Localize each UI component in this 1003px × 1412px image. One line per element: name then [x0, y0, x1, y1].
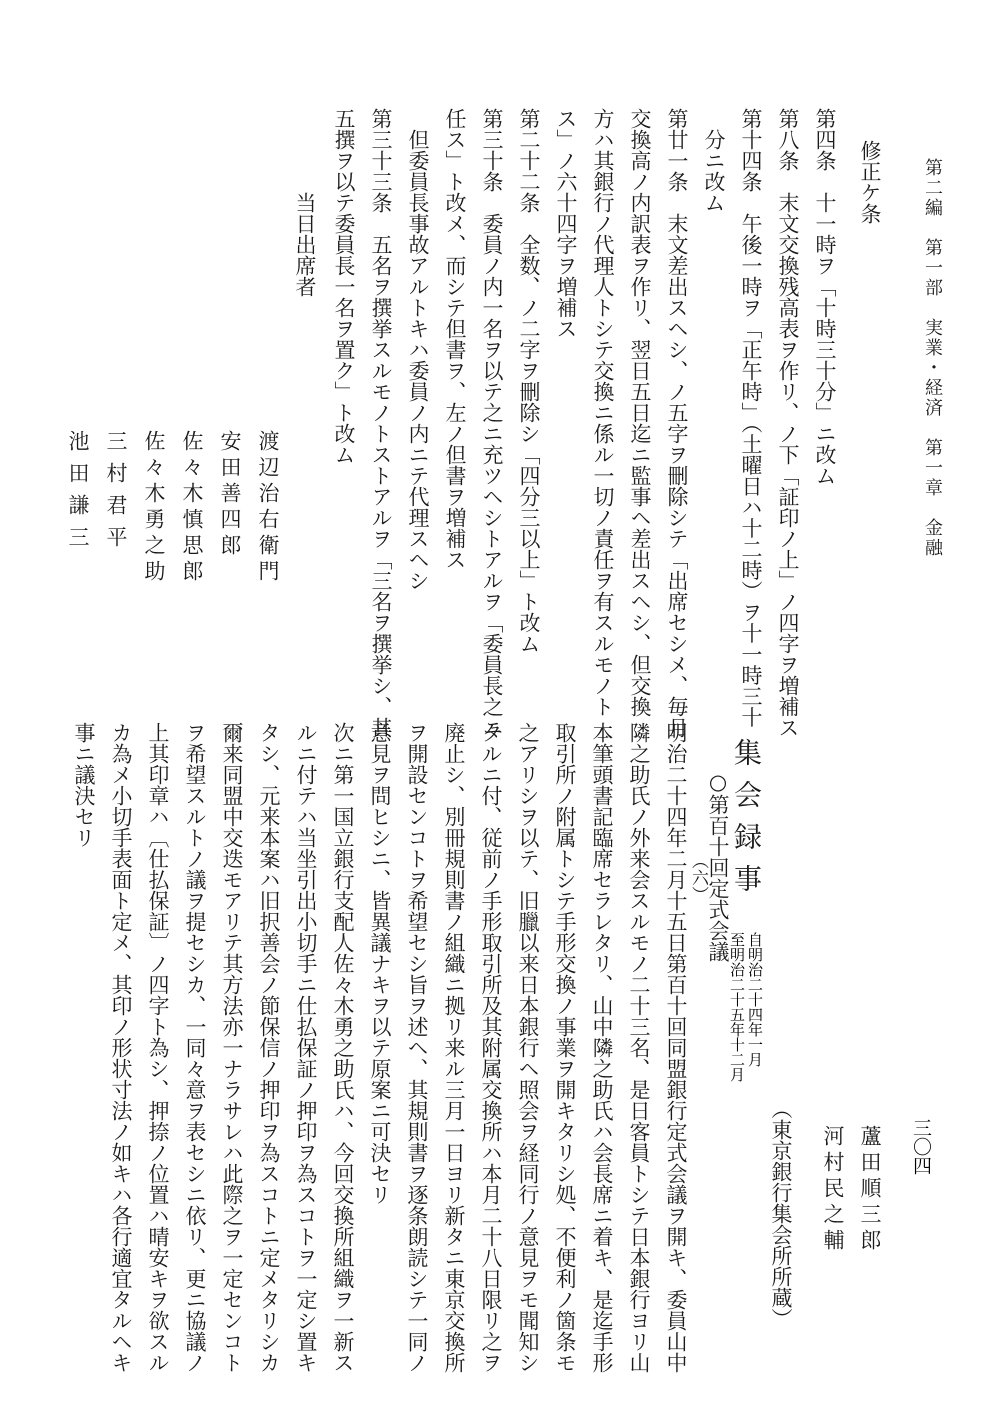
record-line: 意見ヲ問ヒシニ、皆異議ナキヲ以テ原案ニ可決セリ	[368, 722, 392, 1205]
record-line: ヲ開設センコトヲ希望セシ旨ヲ述ヘ、其規則書ヲ逐条朗読シテ一同ノ	[405, 722, 429, 1373]
attendance-label: 当日出席者	[293, 192, 317, 297]
source-note: （東京銀行集会所所蔵）	[769, 1098, 793, 1329]
record-line: 事ニ議決セリ	[72, 722, 96, 848]
record-line: 爾来同盟中交迭モアリテ其方法亦一ナラサレハ此際之ヲ一定センコト	[220, 722, 244, 1373]
record-line: タルニ付、従前ノ手形取引所及其附属交換所ハ本月二十八日限リ之ヲ	[479, 722, 503, 1373]
amendment-line: 方ハ其銀行ノ代理人トシテ交換ニ係ル一切ノ責任ヲ有スルモノト	[591, 108, 615, 717]
amendment-line: 第三十三条 五名ヲ撰挙スルモノトストアルヲ「三名ヲ撰挙シ、其	[369, 108, 393, 738]
attendee-name: 池田謙三	[66, 430, 90, 558]
amendment-line: 任ス」ト改メ、而シテ但書ヲ、左ノ但書ヲ増補ス	[443, 108, 467, 570]
amendment-line: 第八条 末文交換残高表ヲ作リ、ノ下「証印ノ上」ノ四字ヲ増補ス	[776, 108, 800, 738]
record-line: 廃止シ、別冊規則書ノ組織ニ拠リ来ル三月一日ヨリ新タニ東京交換所	[442, 722, 466, 1373]
attendee-name: 安田善四郎	[218, 430, 242, 560]
meeting-title: ○第百十回定式会議	[706, 770, 730, 962]
amendment-line: 分ニ改ム	[702, 108, 726, 213]
attendee-name: 三村君平	[104, 430, 128, 558]
amendment-title: 修正ケ条	[858, 140, 882, 224]
record-line: 次ニ第一国立銀行支配人佐々木勇之助氏ハ、今回交換所組織ヲ一新ス	[331, 722, 355, 1373]
running-header: 第二編 第一部 実業・経済 第一章 金融	[922, 158, 943, 558]
date-range-from: 自明治二十四年一月	[746, 932, 764, 1067]
record-line: ルニ付テハ当坐引出小切手ニ仕払保証ノ押印ヲ為スコトヲ一定シ置キ	[294, 722, 318, 1373]
amendment-line: 第四条 十一時ヲ「十時三十分」ニ改ム	[813, 108, 837, 486]
amendment-line: 第三十条 委員ノ内一名ヲ以テ之ニ充ツヘシトアルヲ「委員長之ニ	[480, 108, 504, 738]
amendment-line: 交換高ノ内訳表ヲ作リ、翌日五日迄ニ監事ヘ差出スヘシ、但交換	[628, 108, 652, 717]
date-range-to: 至明治二十五年十二月	[728, 932, 746, 1082]
record-line: 取引所ノ附属トシテ手形交換ノ事業ヲ開キタリシ処、不便利ノ箇条モ	[553, 722, 577, 1373]
attendee-name: 佐々木勇之助	[142, 430, 166, 586]
record-line: 本筆頭書記臨席セラレタリ、山中隣之助氏ハ会長席ニ着キ、是迄手形	[590, 722, 614, 1373]
amendment-line: 第廿一条 末文差出スヘシ、ノ五字ヲ刪除シテ「出席セシメ、毎月	[665, 108, 689, 738]
amendment-line: 五撰ヲ以テ委員長一名ヲ置ク」ト改ム	[332, 108, 356, 465]
page-number: 三〇四	[910, 1118, 932, 1175]
amendment-line: 第二十二条 全数、ノ二字ヲ刪除シ「四分三以上」ト改ム	[517, 108, 541, 654]
attendee-name: 蘆田順三郎	[858, 1125, 882, 1255]
attendee-name: 佐々木慎思郎	[180, 430, 204, 586]
section-number: （六）	[688, 852, 708, 903]
attendee-name: 渡辺治右衛門	[256, 430, 280, 586]
section-title: 集会録事	[730, 738, 763, 906]
amendment-line: 第十四条 午後一時ヲ「正午時」（土曜日ハ十二時）ヲ十一時三十	[739, 108, 763, 728]
amendment-line: ス」ノ六十四字ヲ増補ス	[554, 108, 578, 339]
record-line: 隣之助氏ノ外来会スルモノ二十三名、是日客員トシテ日本銀行ヨリ山	[627, 722, 651, 1373]
record-line: 明治二十四年二月十五日第百十回同盟銀行定式会議ヲ開キ、委員山中	[664, 722, 688, 1373]
record-line: 之アリシヲ以テ、旧臘以来日本銀行ヘ照会ヲ経同行ノ意見ヲモ聞知シ	[516, 722, 540, 1373]
record-line: 上其印章ハ〔仕払保証〕ノ四字ト為シ、押捺ノ位置ハ晴安キヲ欲スル	[146, 722, 170, 1373]
record-line: カ為メ小切手表面ト定メ、其印ノ形状寸法ノ如キハ各行適宜タルヘキ	[109, 722, 133, 1373]
record-line: ヲ希望スルトノ議ヲ提セシカ、一同々意ヲ表セシニ依リ、更ニ協議ノ	[183, 722, 207, 1373]
amendment-line: 但委員長事故アルトキハ委員ノ内ニテ代理スヘシ	[406, 108, 430, 591]
record-line: タシ、元来本案ハ旧択善会ノ節保信ノ押印ヲ為スコトニ定メタリシカ	[257, 722, 281, 1373]
attendee-name: 河村民之輔	[821, 1125, 845, 1255]
